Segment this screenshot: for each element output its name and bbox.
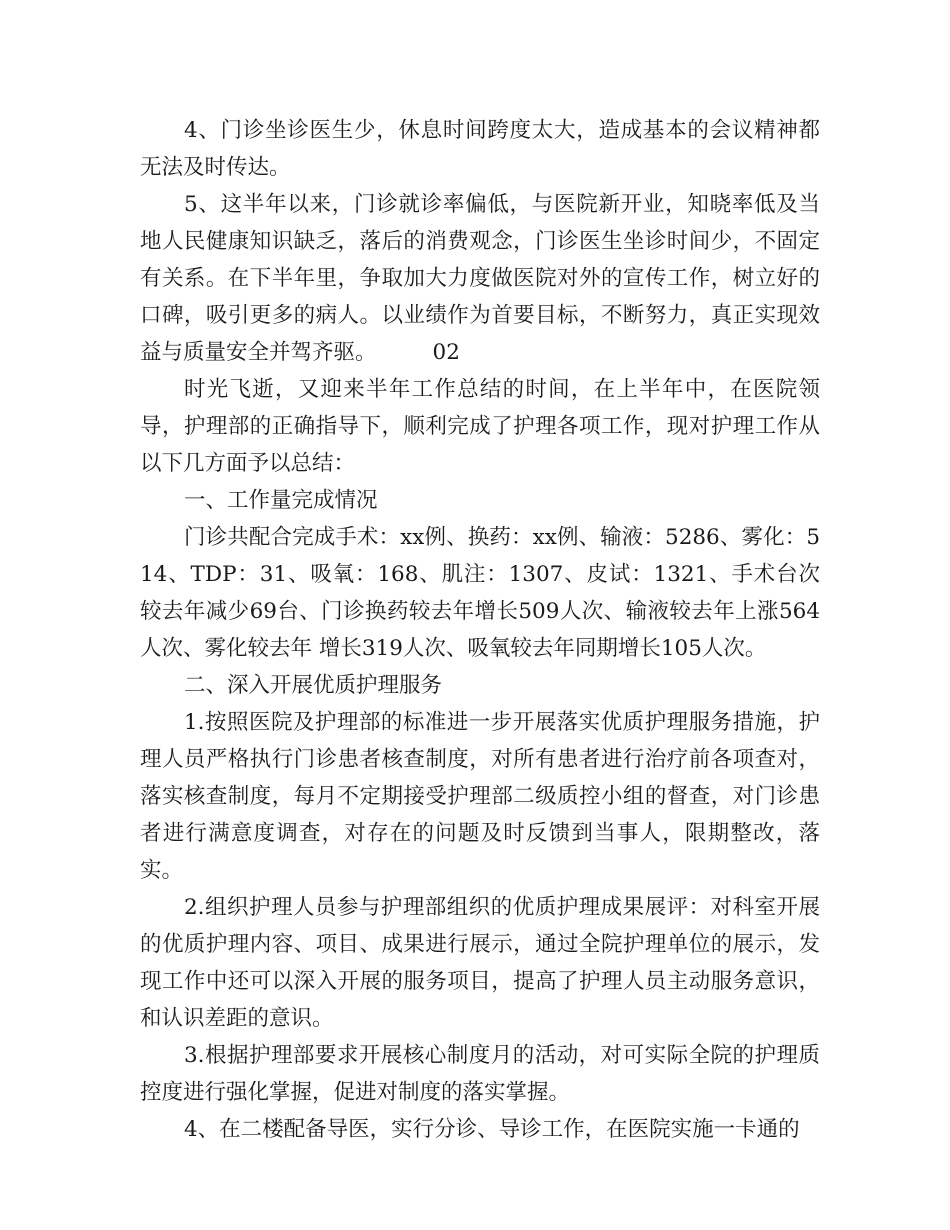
paragraph-issue-4: 4、门诊坐诊医生少，休息时间跨度太大，造成基本的会议精神都无法及时传达。 <box>140 118 820 180</box>
section-number: 02 <box>432 340 460 365</box>
paragraph-intro: 时光飞逝，又迎来半年工作总结的时间，在上半年中，在医院领导，护理部的正确指导下，顺利完成了护理各项工作，现对护理工作从以下几方面予以总结： <box>140 377 820 476</box>
paragraph-issue-5 <box>140 186 820 371</box>
paragraph-item-3: 3.根据护理部要求开展核心制度月的活动，对可实际全院的护理质控度进行强化掌握，促进对制度的落实掌握。 <box>140 1043 820 1105</box>
document-body <box>140 112 820 1148</box>
paragraph-item-2: 2.组织护理人员参与护理部组织的优质护理成果展评：对科室开展的优质护理内容、项目、成果进行展示，通过全院护理单位的展示，发现工作中还可以深入开展的服务项目，提高了护理人员主动服务意识，和认识差距的意识。 <box>140 895 820 1031</box>
paragraph-item-1: 1.按照医院及护理部的标准进一步开展落实优质护理服务措施，护理人员严格执行门诊患者核查制度，对所有患者进行治疗前各项查对，落实核查制度，每月不定期接受护理部二级质控小组的督查，对门诊患者进行满意度调查，对存在的问题及时反馈到当事人，限期整改，落实。 <box>140 710 820 883</box>
paragraph-item-4: 4、在二楼配备导医，实行分诊、导诊工作，在医院实施一卡通的 <box>184 1117 800 1142</box>
paragraph-issue-5-text: 5、这半年以来，门诊就诊率偏低，与医院新开业，知晓率低及当地人民健康知识缺乏，落后的消费观念，门诊医生坐诊时间少，不固定有关系。在下半年里，争取加大力度做医院对外的宣传工作，树立好的口碑，吸引更多的病人。以业绩作为首要目标，不断努力，真正实现效益与质量安全并驾齐驱。 <box>140 192 820 365</box>
paragraph-workload-stats: 门诊共配合完成手术：xx例、换药：xx例、输液：5286、雾化：514、TDP：31、吸氧：168、肌注：1307、皮试：1321、手术台次较去年减少69台、门诊换药较去年增长509人次、输液较去年上涨564人次、雾化较去年 增长319人次、吸氧较去年同期增长105人次。 <box>140 525 820 661</box>
heading-quality-nursing: 二、深入开展优质护理服务 <box>184 673 443 698</box>
heading-workload: 一、工作量完成情况 <box>184 488 378 513</box>
